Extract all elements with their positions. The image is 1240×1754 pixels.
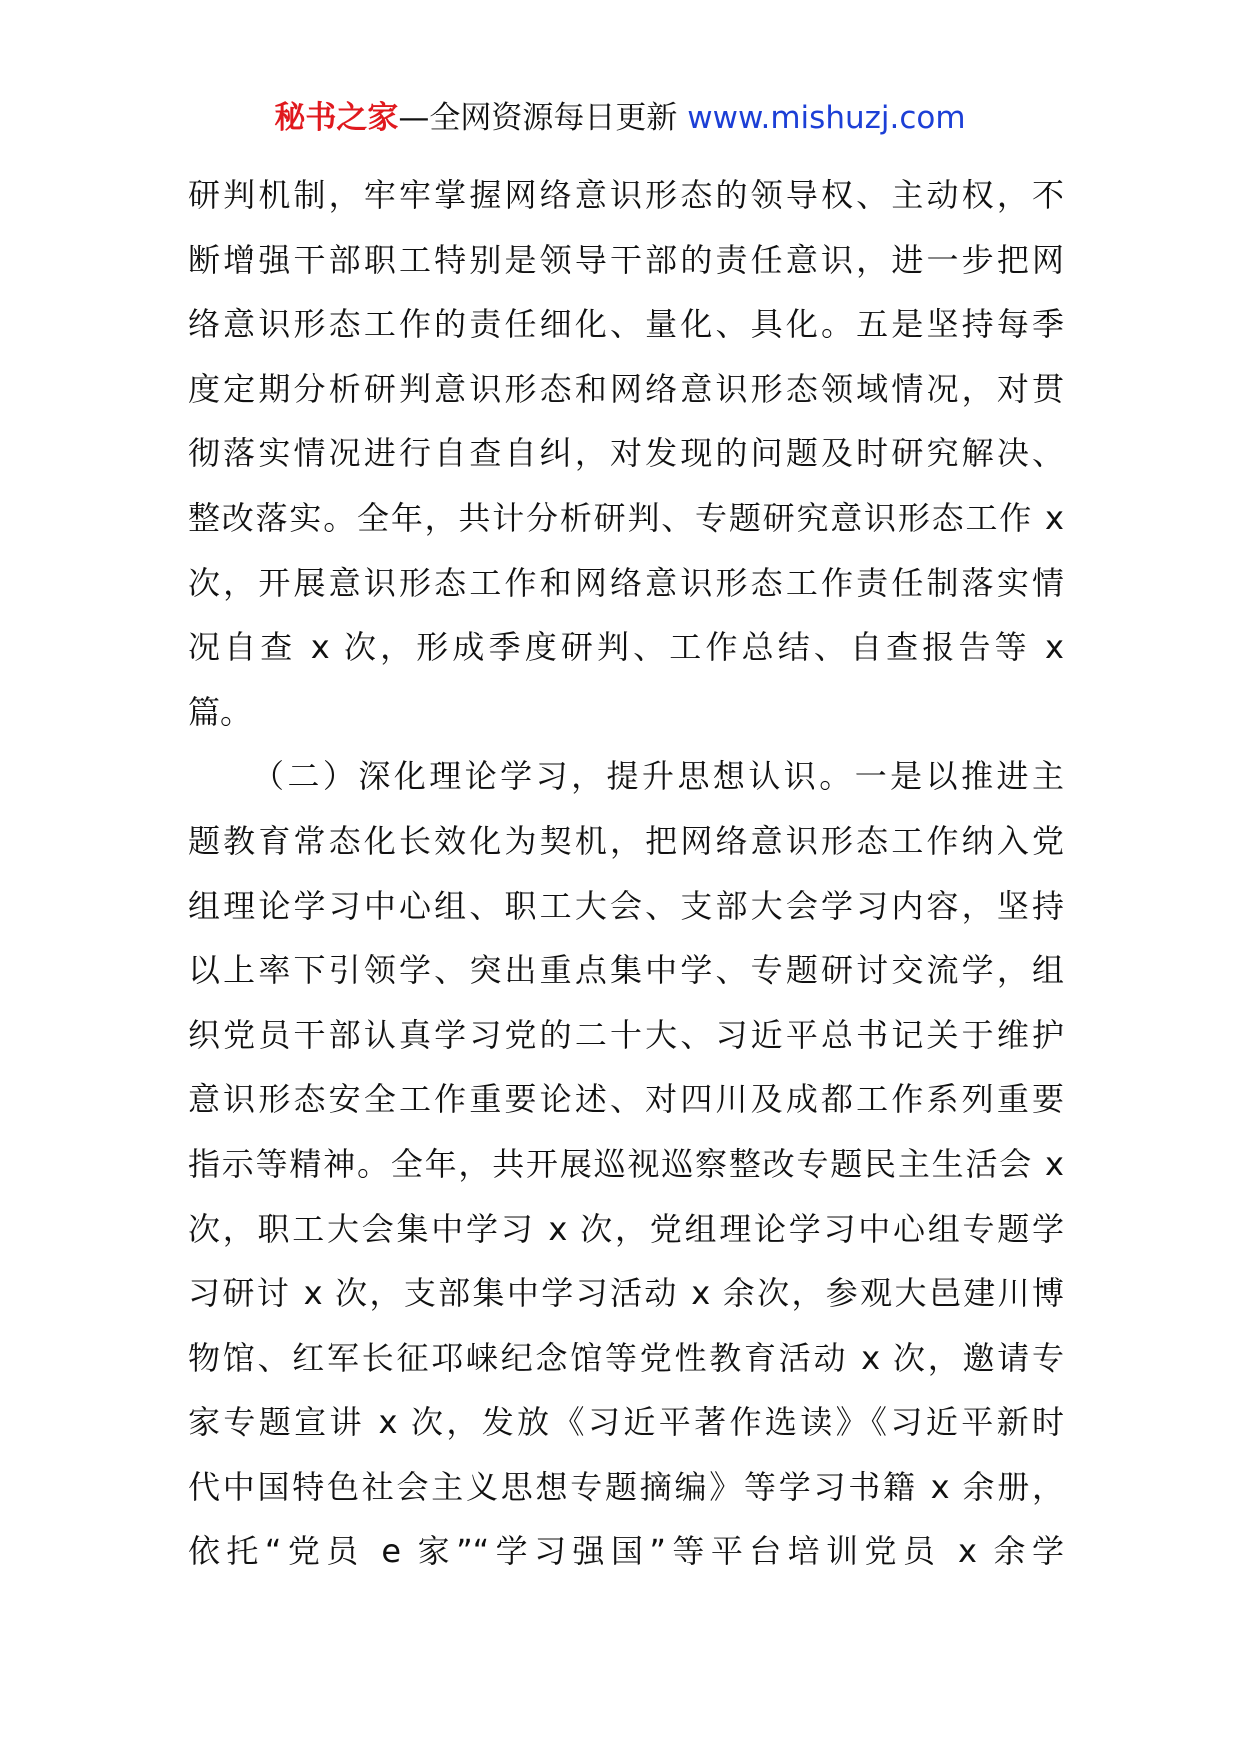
body-line: 度定期分析研判意识形态和网络意识形态领域情况，对贯: [188, 369, 1064, 408]
body-line: 况自查 x 次，形成季度研判、工作总结、自查报告等 x: [188, 628, 1064, 667]
body-line: 代中国特色社会主义思想专题摘编》等学习书籍 x 余册，: [188, 1467, 1064, 1506]
body-line: 以上率下引领学、突出重点集中学、专题研讨交流学，组: [188, 951, 1064, 990]
body-line: 络意识形态工作的责任细化、量化、具化。五是坚持每季: [188, 305, 1064, 344]
header-brand: 秘书之家: [274, 100, 399, 136]
body-line: 次，开展意识形态工作和网络意识形态工作责任制落实情: [188, 563, 1064, 602]
body-line: 次，职工大会集中学习 x 次，党组理论学习中心组专题学: [188, 1209, 1064, 1248]
body-line: 整改落实。全年，共计分析研判、专题研究意识形态工作 x: [188, 498, 1064, 537]
body-line: 织党员干部认真学习党的二十大、习近平总书记关于维护: [188, 1015, 1064, 1054]
body-line: 依托“党员 e 家”“学习强国”等平台培训党员 x 余学: [188, 1532, 1064, 1571]
document-header: [0, 98, 1240, 138]
body-line: 物馆、红军长征邛崃纪念馆等党性教育活动 x 次，邀请专: [188, 1338, 1064, 1377]
body-line: 指示等精神。全年，共开展巡视巡察整改专题民主生活会 x: [188, 1144, 1064, 1183]
body-line: 意识形态安全工作重要论述、对四川及成都工作系列重要: [188, 1080, 1064, 1119]
body-line: 断增强干部职工特别是领导干部的责任意识，进一步把网: [188, 240, 1064, 279]
header-tagline: —全网资源每日更新: [398, 100, 678, 136]
body-line: 家专题宣讲 x 次，发放《习近平著作选读》《习近平新时: [188, 1403, 1064, 1442]
body-line: 彻落实情况进行自查自纠，对发现的问题及时研究解决、: [188, 434, 1064, 473]
body-line: 题教育常态化长效化为契机，把网络意识形态工作纳入党: [188, 821, 1064, 860]
section-heading-line: （二）深化理论学习，提升思想认识。一是以推进主: [252, 757, 1064, 796]
document-body: [188, 163, 1064, 1584]
body-line: 习研讨 x 次，支部集中学习活动 x 余次，参观大邑建川博: [188, 1274, 1064, 1313]
body-line: 篇。: [188, 692, 253, 731]
header-url-link[interactable]: www.mishuzj.com: [687, 100, 966, 136]
body-line: 研判机制，牢牢掌握网络意识形态的领导权、主动权，不: [188, 176, 1064, 214]
body-line: 组理论学习中心组、职工大会、支部大会学习内容，坚持: [188, 886, 1064, 925]
